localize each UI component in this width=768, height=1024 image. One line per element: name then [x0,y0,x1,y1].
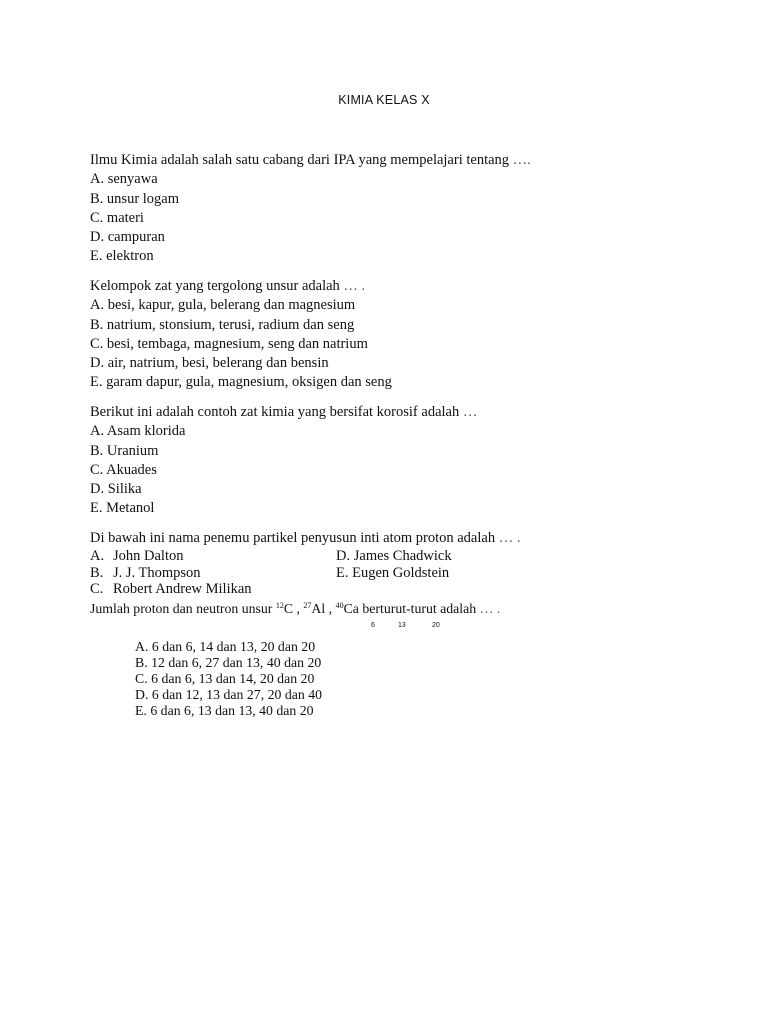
question-4-option-b [90,565,201,582]
question-3-stem-dots: … [462,404,478,420]
question-1-stem-dots: …. [512,152,531,168]
question-4-option-e-label: E. [336,564,349,581]
question-4-option-e-text: Eugen Goldstein [352,564,450,581]
question-4-option-b-label: B. [90,564,104,581]
question-4-row-2 [90,565,710,582]
question-3-option-c: C. Akuades [90,461,157,478]
question-4-option-d [336,548,452,565]
question-5-stem-dots: … . [479,601,501,616]
question-2-option-b: B. natrium, stonsium, terusi, radium dan seng [90,316,355,333]
question-1-stem [90,151,710,170]
question-1 [90,151,710,267]
element-al-symbol: Al [311,601,326,616]
element-c-mass-number: 12 [275,601,284,610]
question-4-option-e [336,565,449,582]
question-5-option-a: A. 6 dan 6, 14 dan 13, 20 dan 20 [135,639,316,654]
question-3-option-e: E. Metanol [90,500,155,517]
question-1-stem-text: Ilmu Kimia adalah salah satu cabang dari IPA yang mempelajari tentang [90,152,510,168]
question-1-option-b: B. unsur logam [90,190,180,207]
question-1-option-c: C. materi [90,209,144,226]
question-2-option-c: C. besi, tembaga, magnesium, seng dan natrium [90,335,368,352]
question-2 [90,277,710,393]
page-title: KIMIA KELAS X [338,93,430,107]
question-3 [90,403,710,519]
question-2-option-e: E. garam dapur, gula, magnesium, oksigen dan seng [90,374,392,391]
question-3-stem-text: Berikut ini adalah contoh zat kimia yang bersifat korosif adalah [90,404,460,420]
question-4-option-a-label: A. [90,548,105,564]
question-4-option-d-text: James Chadwick [353,548,452,564]
question-4-option-d-label: D. [336,548,351,564]
question-4-stem [90,529,710,548]
question-5-option-c: C. 6 dan 6, 13 dan 14, 20 dan 20 [135,671,315,686]
question-2-option-a: A. besi, kapur, gula, belerang dan magnesium [90,297,356,314]
element-ca-mass-number: 40 [335,601,344,610]
element-c-symbol: C [283,601,294,616]
atomic-number-row [0,622,768,634]
question-4-row-1 [90,548,710,565]
question-5-option-b: B. 12 dan 6, 27 dan 13, 40 dan 20 [135,655,322,670]
question-2-stem-dots: … . [343,278,366,294]
question-5-option-e: E. 6 dan 6, 13 dan 13, 40 dan 20 [135,703,314,718]
question-5-stem-prefix: Jumlah proton dan neutron unsur [90,601,273,616]
question-4-stem-dots: … . [498,530,521,546]
question-5-stem-suffix: berturut-turut adalah [362,601,477,616]
question-3-option-d: D. Silika [90,481,142,498]
question-4-option-b-text: J. J. Thompson [113,564,201,581]
question-3-option-b: B. Uranium [90,442,159,459]
element-al-atomic-number: 13 [398,622,406,629]
question-5-options [135,639,322,719]
question-4 [90,529,710,598]
question-4-option-a [90,548,183,565]
question-5-stem: Jumlah proton dan neutron unsur $^{12}$C , $^{27}$Al , $^{40}$Ca berturut-turut adalah … . [90,601,501,616]
question-2-option-d: D. air, natrium, besi, belerang dan bensin [90,355,329,372]
question-2-stem-text: Kelompok zat yang tergolong unsur adalah [90,278,340,294]
question-3-stem [90,403,710,422]
question-1-option-e: E. elektron [90,248,154,265]
question-1-option-a: A. senyawa [90,171,158,188]
question-4-option-a-text: John Dalton [113,548,184,564]
question-2-stem [90,277,710,296]
element-ca-atomic-number: 20 [432,622,440,629]
question-3-option-a: A. Asam klorida [90,423,186,440]
question-4-option-c-label: C. [90,581,104,597]
element-c-atomic-number: 6 [371,622,375,629]
element-ca-symbol: Ca [343,601,359,616]
question-4-option-c-text: Robert Andrew Milikan [113,581,252,597]
element-al-mass-number: 27 [303,601,312,610]
question-4-stem-text: Di bawah ini nama penemu partikel penyusun inti atom proton adalah [90,530,496,546]
question-1-option-d: D. campuran [90,229,165,246]
question-5-option-d: D. 6 dan 12, 13 dan 27, 20 dan 40 [135,687,322,702]
